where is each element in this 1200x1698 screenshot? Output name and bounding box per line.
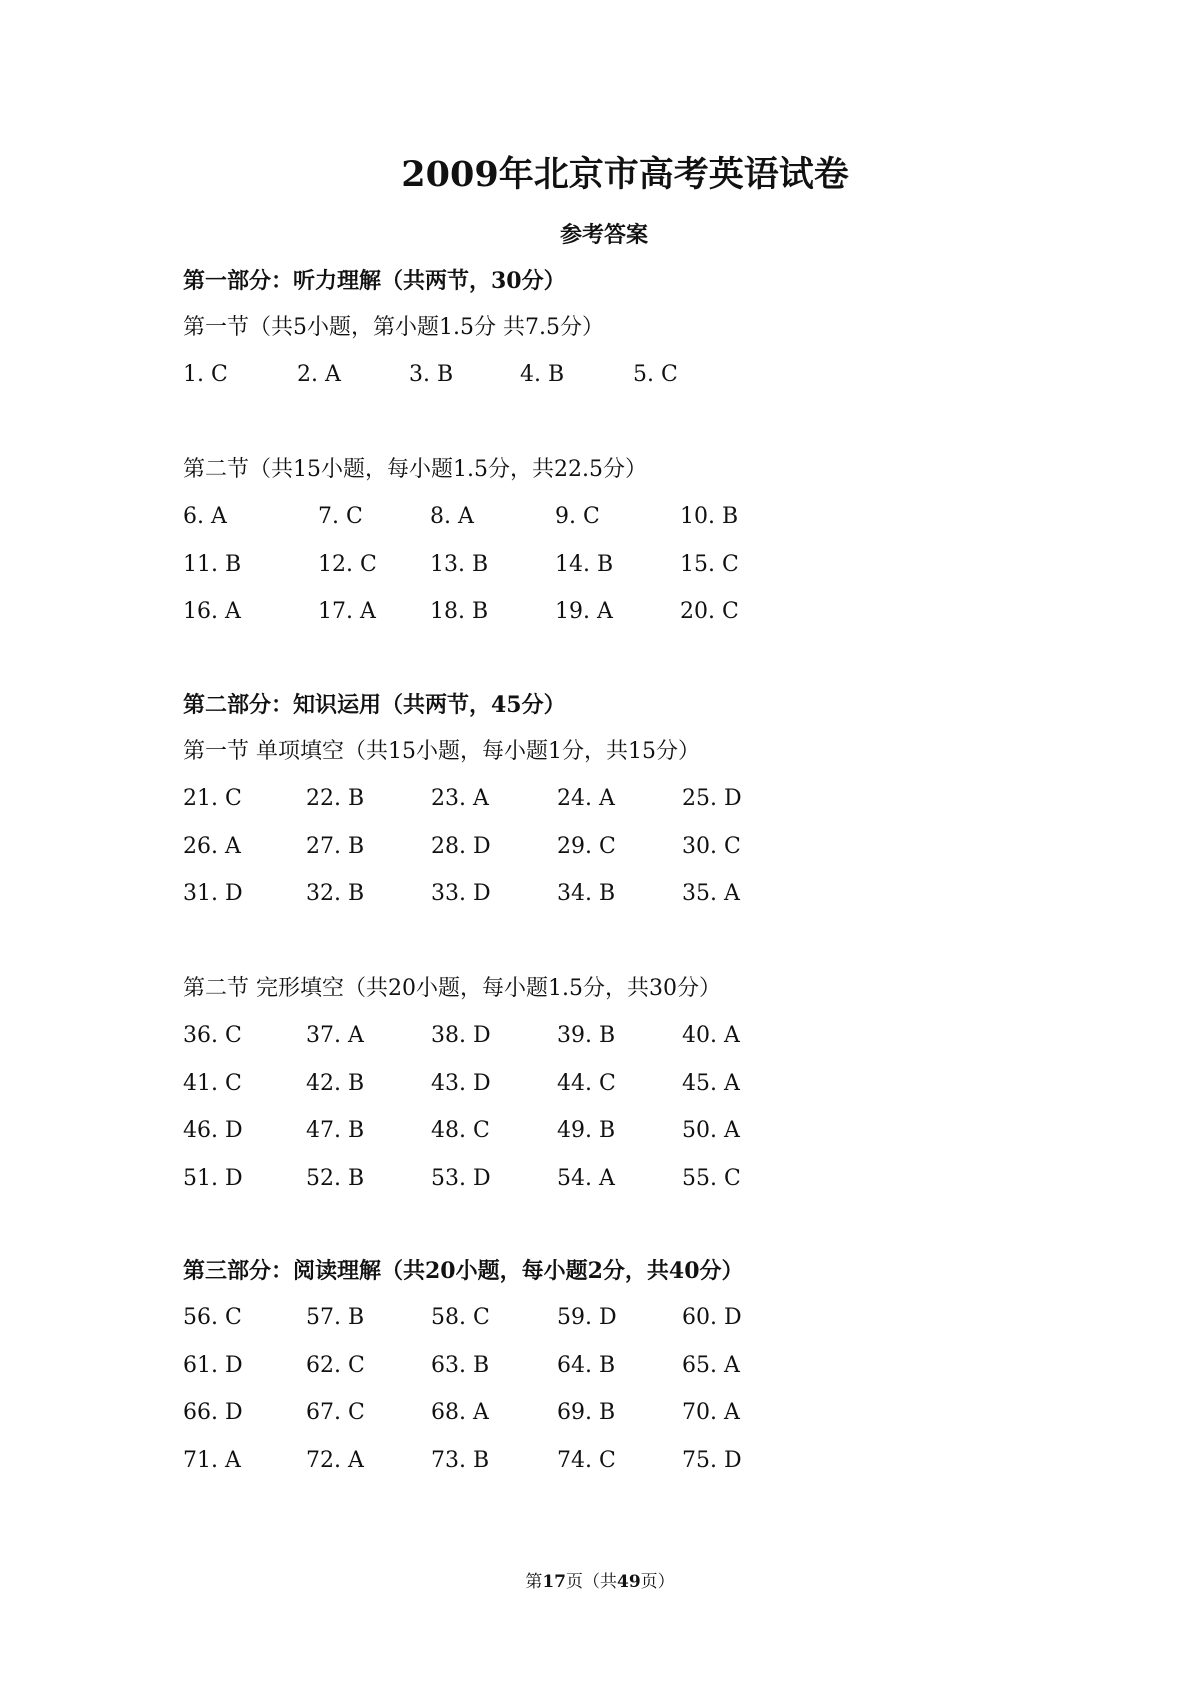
answer-item: 62. C: [306, 1352, 365, 1378]
answer-item: 44. C: [557, 1070, 616, 1096]
answer-row: [0, 879, 1200, 909]
answer-item: 15. C: [680, 551, 739, 577]
part1-heading: 第一部分：听力理解（共两节，30分）: [183, 268, 566, 294]
answer-item: 66. D: [183, 1400, 243, 1425]
answer-item: 32. B: [306, 881, 365, 906]
answer-item: 24. A: [557, 786, 615, 811]
answer-item: 22. B: [306, 786, 365, 811]
answer-item: 59. D: [557, 1305, 617, 1330]
answer-item: 45. A: [682, 1070, 740, 1096]
answer-item: 31. D: [183, 881, 243, 906]
answer-item: 73. B: [431, 1447, 490, 1473]
answer-item: 74. C: [557, 1447, 616, 1473]
answer-item: 18. B: [430, 599, 489, 624]
footer-prefix: 第: [525, 1572, 543, 1592]
answer-item: 43. D: [431, 1070, 491, 1096]
answer-item: 68. A: [431, 1400, 489, 1425]
part3-heading: 第三部分：阅读理解（共20小题，每小题2分，共40分）: [183, 1258, 744, 1284]
answer-row: [0, 1351, 1200, 1381]
answer-item: 30. C: [682, 833, 741, 859]
answer-item: 51. D: [183, 1165, 243, 1191]
answer-item: 4. B: [520, 362, 565, 387]
answer-item: 50. A: [682, 1118, 740, 1143]
answer-item: 33. D: [431, 881, 491, 906]
answer-item: 56. C: [183, 1305, 242, 1330]
answer-item: 12. C: [318, 551, 377, 577]
page-subtitle: 参考答案: [559, 222, 648, 248]
answer-item: 36. C: [183, 1023, 242, 1048]
answer-item: 26. A: [183, 833, 241, 859]
answer-item: 71. A: [183, 1447, 241, 1473]
answer-item: 61. D: [183, 1352, 243, 1378]
part2-section2-heading: 第二节 完形填空（共20小题，每小题1.5分，共30分）: [183, 976, 721, 1001]
answer-row: [0, 1116, 1200, 1146]
answer-row: [0, 502, 1200, 532]
answer-item: 60. D: [682, 1305, 742, 1330]
answer-item: 7. C: [318, 504, 363, 529]
answer-item: 49. B: [557, 1118, 616, 1143]
answer-row: [0, 1303, 1200, 1333]
answer-item: 55. C: [682, 1165, 741, 1191]
answer-row: [0, 360, 1200, 390]
answer-item: 52. B: [306, 1165, 365, 1191]
part1-section2-heading: 第二节（共15小题，每小题1.5分，共22.5分）: [183, 457, 647, 482]
page-footer: [0, 1570, 1200, 1594]
answer-item: 19. A: [555, 599, 613, 624]
answer-item: 65. A: [682, 1352, 740, 1378]
answer-item: 1. C: [183, 362, 228, 387]
answer-item: 67. C: [306, 1400, 365, 1425]
answer-item: 39. B: [557, 1023, 616, 1048]
answer-item: 48. C: [431, 1118, 490, 1143]
answer-item: 47. B: [306, 1118, 365, 1143]
answer-item: 37. A: [306, 1023, 364, 1048]
answer-item: 40. A: [682, 1023, 740, 1048]
footer-suffix: 页）: [640, 1572, 675, 1592]
answer-item: 35. A: [682, 881, 740, 906]
page-title: 2009年北京市高考英语试卷: [401, 154, 849, 195]
answer-item: 16. A: [183, 599, 241, 624]
answer-item: 63. B: [431, 1352, 490, 1378]
answer-item: 27. B: [306, 833, 365, 859]
answer-item: 6. A: [183, 504, 227, 529]
answer-item: 20. C: [680, 599, 739, 624]
answer-item: 34. B: [557, 881, 616, 906]
answer-item: 23. A: [431, 786, 489, 811]
part1-section1-heading: 第一节（共5小题，第小题1.5分 共7.5分）: [183, 315, 604, 340]
answer-item: 28. D: [431, 833, 491, 859]
answer-item: 58. C: [431, 1305, 490, 1330]
footer-page-number: 17: [542, 1572, 566, 1592]
answer-item: 64. B: [557, 1352, 616, 1378]
answer-item: 13. B: [430, 551, 489, 577]
answer-item: 3. B: [409, 362, 454, 387]
answer-item: 17. A: [318, 599, 376, 624]
answer-row: [0, 1164, 1200, 1194]
answer-item: 41. C: [183, 1070, 242, 1096]
footer-total-pages: 49: [617, 1572, 641, 1592]
answer-item: 10. B: [680, 504, 739, 529]
answer-item: 53. D: [431, 1165, 491, 1191]
answer-item: 54. A: [557, 1165, 615, 1191]
answer-row: [0, 550, 1200, 580]
answer-item: 38. D: [431, 1023, 491, 1048]
answer-row: [0, 1069, 1200, 1099]
answer-item: 75. D: [682, 1447, 742, 1473]
answer-item: 8. A: [430, 504, 474, 529]
answer-row: [0, 784, 1200, 814]
answer-item: 21. C: [183, 786, 242, 811]
answer-item: 70. A: [682, 1400, 740, 1425]
answer-item: 72. A: [306, 1447, 364, 1473]
answer-row: [0, 597, 1200, 627]
answer-row: [0, 832, 1200, 862]
answer-row: [0, 1398, 1200, 1428]
answer-item: 9. C: [555, 504, 600, 529]
part2-section1-heading: 第一节 单项填空（共15小题，每小题1分，共15分）: [183, 739, 700, 764]
answer-item: 25. D: [682, 786, 742, 811]
answer-item: 2. A: [297, 362, 341, 387]
answer-item: 14. B: [555, 551, 614, 577]
footer-middle: 页（共: [566, 1572, 617, 1592]
part2-heading: 第二部分：知识运用（共两节，45分）: [183, 692, 566, 718]
answer-item: 69. B: [557, 1400, 616, 1425]
answer-row: [0, 1446, 1200, 1476]
answer-row: [0, 1021, 1200, 1051]
answer-item: 5. C: [633, 362, 678, 387]
answer-item: 57. B: [306, 1305, 365, 1330]
answer-item: 46. D: [183, 1118, 243, 1143]
answer-item: 29. C: [557, 833, 616, 859]
answer-item: 11. B: [183, 551, 242, 577]
answer-item: 42. B: [306, 1070, 365, 1096]
